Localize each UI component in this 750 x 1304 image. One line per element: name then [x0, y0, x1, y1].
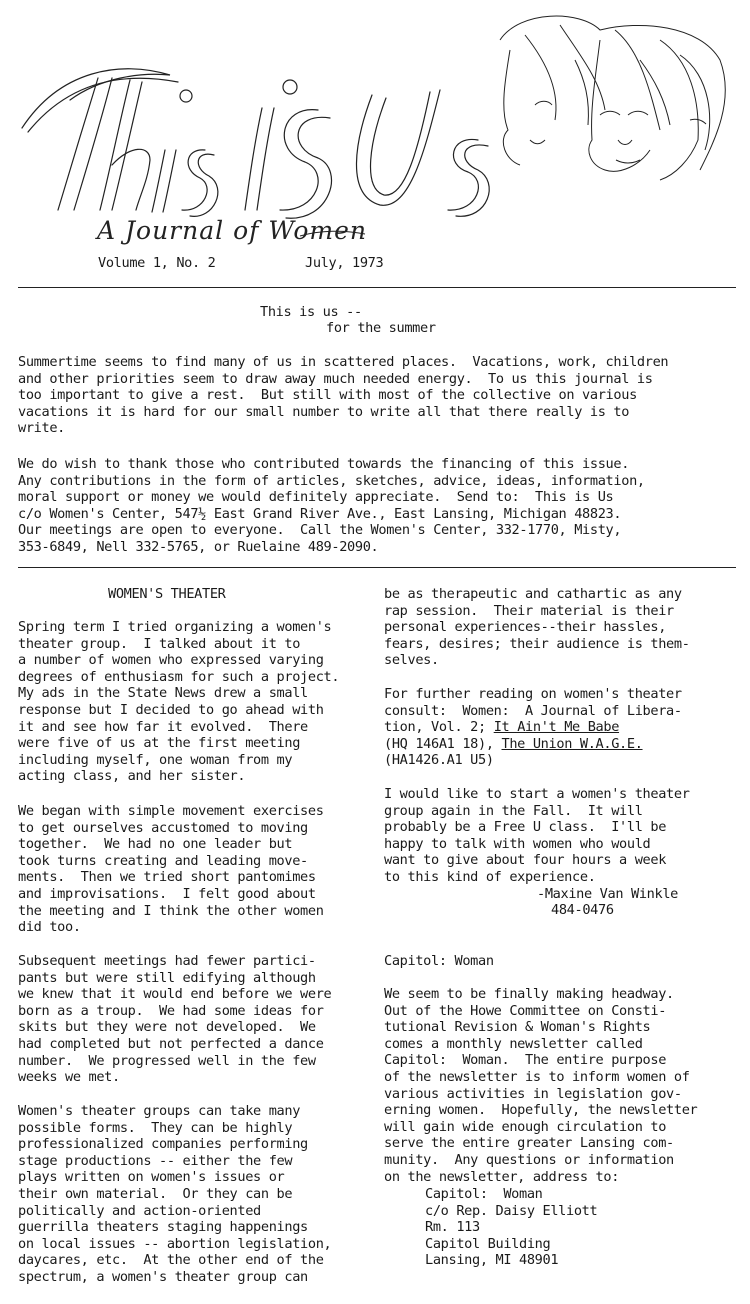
- address-line: Lansing, MI 48901: [425, 1252, 559, 1269]
- theater-closing-paragraph: [384, 786, 690, 886]
- text-line: on local issues -- abortion legislation,: [18, 1235, 332, 1252]
- text-line: pants but were still edifying although: [18, 969, 316, 986]
- text-line: degrees of enthusiasm for such a project.: [18, 668, 340, 685]
- capitol-heading: Capitol: Woman: [384, 953, 494, 969]
- text-line: write.: [18, 420, 66, 437]
- author-phone: 484-0476: [551, 902, 614, 918]
- text-line: we knew that it would end before we were: [18, 986, 332, 1003]
- text-fragment: tion, Vol. 2;: [384, 719, 494, 736]
- text-line: possible forms. They can be highly: [18, 1119, 293, 1136]
- text-line: Subsequent meetings had fewer partici-: [18, 953, 316, 969]
- text-line: to get ourselves accustomed to moving: [18, 819, 308, 836]
- text-line: We do wish to thank those who contributed towards the financing of this issue.: [18, 456, 630, 472]
- text-line: Our meetings are open to everyone. Call the Women's Center, 332-1770, Misty,: [18, 522, 622, 539]
- editorial-paragraph-2: [18, 456, 645, 556]
- text-line: did too.: [18, 919, 81, 936]
- author-signature: -Maxine Van Winkle: [537, 886, 679, 902]
- text-line: acting class, and her sister.: [18, 768, 246, 785]
- text-line: the meeting and I think the other women: [18, 902, 324, 919]
- text-line: moral support or money we would definitely appreciate. Send to: This is Us: [18, 489, 614, 506]
- text-line: politically and action-oriented: [18, 1202, 261, 1219]
- text-line: had completed but not perfected a dance: [18, 1035, 324, 1052]
- address-line: c/o Rep. Daisy Elliott: [425, 1202, 598, 1219]
- text-line: theater group. I talked about it to: [18, 635, 301, 652]
- text-line: on the newsletter, address to:: [384, 1168, 620, 1185]
- masthead-volume: Volume 1, No. 2: [98, 255, 216, 271]
- middle-divider: [18, 567, 736, 568]
- book-title-link: The Union W.A.G.E.: [501, 735, 643, 752]
- address-line: Capitol Building: [425, 1235, 551, 1252]
- further-reading-paragraph: [384, 686, 682, 769]
- top-divider: [18, 287, 736, 288]
- text-line: rap session. Their material is their: [384, 602, 674, 619]
- text-line: fears, desires; their audience is them-: [384, 635, 690, 652]
- text-line: including myself, one woman from my: [18, 751, 293, 768]
- text-line: took turns creating and leading move-: [18, 852, 308, 869]
- text-line: personal experiences--their hassles,: [384, 619, 667, 636]
- text-line: too important to give a rest. But still with most of the collective on various: [18, 387, 637, 404]
- book-title-link: It Ain't Me Babe: [493, 719, 620, 736]
- text-line: serve the entire greater Lansing com-: [384, 1135, 674, 1152]
- capitol-body: [384, 986, 697, 1185]
- theater-paragraph-2: [18, 803, 324, 936]
- text-line: Any contributions in the form of articles, sketches, advice, ideas, information,: [18, 472, 645, 489]
- text-line: Summertime seems to find many of us in scattered places. Vacations, work, children: [18, 354, 669, 370]
- text-line: tutional Revision & Woman's Rights: [384, 1019, 651, 1036]
- theater-paragraph-4: [18, 1103, 331, 1286]
- masthead-art: [0, 0, 750, 290]
- theater-continued-paragraph: [384, 586, 690, 669]
- text-line: together. We had no one leader but: [18, 836, 293, 853]
- theater-heading: WOMEN'S THEATER: [108, 586, 226, 602]
- text-line: erning women. Hopefully, the newsletter: [384, 1102, 698, 1119]
- text-line: spectrum, a women's theater group can: [18, 1268, 308, 1285]
- text-line: consult: Women: A Journal of Libera-: [384, 702, 682, 719]
- text-line: We seem to be finally making headway.: [384, 986, 674, 1002]
- text-line: it and see how far it evolved. There: [18, 718, 308, 735]
- text-line: weeks we met.: [18, 1069, 120, 1086]
- masthead-subtitle: A Journal of Women: [97, 216, 367, 245]
- text-line: want to give about four hours a week: [384, 852, 667, 869]
- text-line: [384, 736, 682, 753]
- masthead-date: July, 1973: [305, 255, 384, 271]
- text-line: Capitol: Woman. The entire purpose: [384, 1052, 667, 1069]
- text-line: and improvisations. I felt good about: [18, 885, 316, 902]
- text-line: We began with simple movement exercises: [18, 803, 324, 819]
- title-lettering-icon: [22, 69, 489, 218]
- text-line: to this kind of experience.: [384, 868, 596, 885]
- text-line: group again in the Fall. It will: [384, 802, 643, 819]
- text-line: c/o Women's Center, 547½ East Grand River Ave., East Lansing, Michigan 48823.: [18, 505, 622, 522]
- text-line: a number of women who expressed varying: [18, 652, 324, 669]
- text-line: response but I decided to go ahead with: [18, 701, 324, 718]
- text-line: [384, 719, 682, 736]
- address-line: Rm. 113: [425, 1219, 480, 1236]
- text-line: be as therapeutic and cathartic as any: [384, 586, 682, 602]
- text-line: Spring term I tried organizing a women's: [18, 619, 332, 635]
- text-line: of the newsletter is to inform women of: [384, 1068, 690, 1085]
- text-line: probably be a Free U class. I'll be: [384, 819, 667, 836]
- text-line: plays written on women's issues or: [18, 1169, 285, 1186]
- theater-paragraph-3: [18, 953, 331, 1086]
- editorial-heading-line1: This is us --: [260, 304, 362, 320]
- text-line: number. We progressed well in the few: [18, 1052, 316, 1069]
- text-line: ments. Then we tried short pantomimes: [18, 869, 316, 886]
- text-line: stage productions -- either the few: [18, 1152, 293, 1169]
- text-line: and other priorities seem to draw away much needed energy. To us this journal is: [18, 370, 653, 387]
- text-line: various activities in legislation gov-: [384, 1085, 682, 1102]
- text-line: guerrilla theaters staging happenings: [18, 1219, 308, 1236]
- text-line: Women's theater groups can take many: [18, 1103, 301, 1119]
- text-line: were five of us at the first meeting: [18, 735, 301, 752]
- address-line: Capitol: Woman: [425, 1186, 543, 1202]
- text-line: born as a troup. We had some ideas for: [18, 1002, 324, 1019]
- text-line: their own material. Or they can be: [18, 1185, 293, 1202]
- text-line: happy to talk with women who would: [384, 835, 651, 852]
- text-line: selves.: [384, 652, 439, 669]
- text-line: My ads in the State News drew a small: [18, 685, 308, 702]
- text-line: comes a monthly newsletter called: [384, 1035, 643, 1052]
- text-line: munity. Any questions or information: [384, 1151, 674, 1168]
- theater-paragraph-1: [18, 619, 339, 785]
- text-line: (HA1426.A1 U5): [384, 752, 494, 769]
- text-line: skits but they were not developed. We: [18, 1019, 316, 1036]
- text-line: For further reading on women's theater: [384, 686, 682, 702]
- call-number: (HQ 146A1 18),: [384, 735, 502, 752]
- text-line: Out of the Howe Committee on Consti-: [384, 1002, 667, 1019]
- editorial-paragraph-1: [18, 354, 668, 437]
- editorial-heading-line2: for the summer: [326, 320, 436, 336]
- text-line: I would like to start a women's theater: [384, 786, 690, 802]
- three-faces-illustration-icon: [500, 16, 725, 180]
- text-line: 353-6849, Nell 332-5765, or Ruelaine 489-2090.: [18, 538, 379, 555]
- text-line: will gain wide enough circulation to: [384, 1118, 667, 1135]
- capitol-address: [425, 1186, 597, 1269]
- text-line: professionalized companies performing: [18, 1136, 308, 1153]
- text-line: daycares, etc. At the other end of the: [18, 1252, 324, 1269]
- text-line: vacations it is hard for our small number to write all that there really is to: [18, 403, 630, 420]
